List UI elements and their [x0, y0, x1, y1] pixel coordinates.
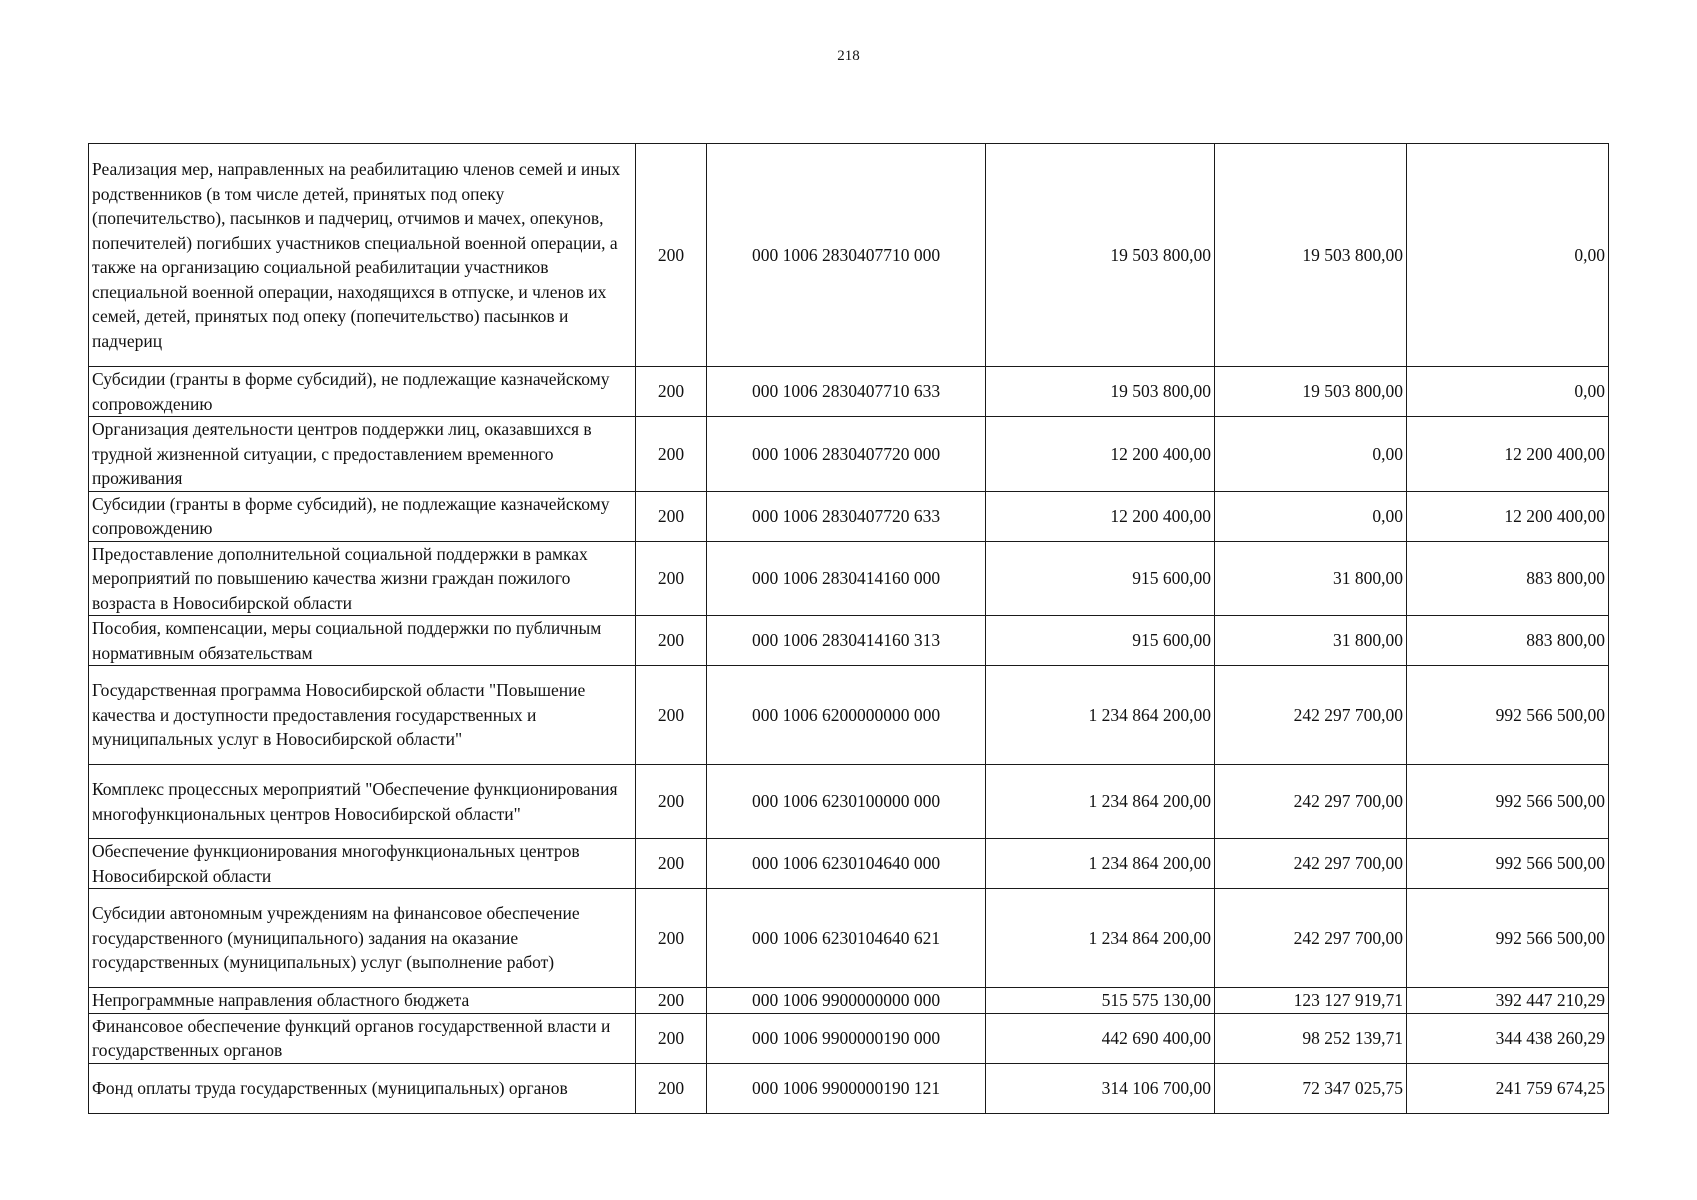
row-name-cell: Субсидии автономным учреждениям на финансовое обеспечение государственного (муниципального) задания на оказание государственных (муниципальных) услуг (выполнение работ)	[89, 889, 636, 988]
row-plan-amount-cell: 314 106 700,00	[986, 1063, 1215, 1113]
row-code-cell: 200	[636, 1063, 707, 1113]
row-kbk-cell: 000 1006 6230104640 621	[707, 889, 986, 988]
row-kbk-cell: 000 1006 2830407720 000	[707, 417, 986, 492]
row-plan-amount-cell: 515 575 130,00	[986, 988, 1215, 1014]
row-plan-amount-cell: 1 234 864 200,00	[986, 666, 1215, 765]
row-code-cell: 200	[636, 666, 707, 765]
row-rest-amount-cell: 883 800,00	[1407, 616, 1609, 666]
row-rest-amount-cell: 992 566 500,00	[1407, 839, 1609, 889]
row-fact-amount-cell: 98 252 139,71	[1215, 1013, 1407, 1063]
row-code-cell: 200	[636, 144, 707, 367]
row-name-cell: Субсидии (гранты в форме субсидий), не подлежащие казначейскому сопровождению	[89, 491, 636, 541]
table-row	[89, 367, 1609, 417]
row-kbk-cell: 000 1006 2830407720 633	[707, 491, 986, 541]
table-row	[89, 889, 1609, 988]
row-code-cell: 200	[636, 541, 707, 616]
row-fact-amount-cell: 19 503 800,00	[1215, 367, 1407, 417]
row-fact-amount-cell: 123 127 919,71	[1215, 988, 1407, 1014]
row-kbk-cell: 000 1006 2830407710 633	[707, 367, 986, 417]
row-name-cell: Предоставление дополнительной социальной поддержки в рамках мероприятий по повышению качества жизни граждан пожилого возраста в Новосибирской области	[89, 541, 636, 616]
row-plan-amount-cell: 1 234 864 200,00	[986, 839, 1215, 889]
table-row	[89, 541, 1609, 616]
row-fact-amount-cell: 0,00	[1215, 491, 1407, 541]
row-kbk-cell: 000 1006 6230104640 000	[707, 839, 986, 889]
row-plan-amount-cell: 12 200 400,00	[986, 491, 1215, 541]
row-fact-amount-cell: 31 800,00	[1215, 616, 1407, 666]
row-plan-amount-cell: 915 600,00	[986, 541, 1215, 616]
row-kbk-cell: 000 1006 2830407710 000	[707, 144, 986, 367]
row-code-cell: 200	[636, 367, 707, 417]
row-rest-amount-cell: 344 438 260,29	[1407, 1013, 1609, 1063]
budget-table	[88, 143, 1609, 1114]
row-kbk-cell: 000 1006 2830414160 000	[707, 541, 986, 616]
row-plan-amount-cell: 19 503 800,00	[986, 144, 1215, 367]
row-name-cell: Обеспечение функционирования многофункциональных центров Новосибирской области	[89, 839, 636, 889]
table-row	[89, 616, 1609, 666]
row-code-cell: 200	[636, 839, 707, 889]
row-kbk-cell: 000 1006 9900000000 000	[707, 988, 986, 1014]
row-name-cell: Государственная программа Новосибирской области "Повышение качества и доступности предоставления государственных и муниципальных услуг в Новосибирской области"	[89, 666, 636, 765]
budget-table-body	[89, 144, 1609, 1114]
row-plan-amount-cell: 1 234 864 200,00	[986, 889, 1215, 988]
row-fact-amount-cell: 19 503 800,00	[1215, 144, 1407, 367]
row-rest-amount-cell: 12 200 400,00	[1407, 491, 1609, 541]
row-kbk-cell: 000 1006 2830414160 313	[707, 616, 986, 666]
row-rest-amount-cell: 241 759 674,25	[1407, 1063, 1609, 1113]
row-kbk-cell: 000 1006 9900000190 000	[707, 1013, 986, 1063]
row-name-cell: Фонд оплаты труда государственных (муниципальных) органов	[89, 1063, 636, 1113]
row-code-cell: 200	[636, 889, 707, 988]
row-name-cell: Реализация мер, направленных на реабилитацию членов семей и иных родственников (в том числе детей, принятых под опеку (попечительство), пасынков и падчериц, отчимов и мачех, опекунов, попечителей) погибших участников специальной военной операции, а также на организацию социальной реабилитации участников специальной военной операции, находящихся в отпуске, и членов их семей, детей, принятых под опеку (попечительство) пасынков и падчериц	[89, 144, 636, 367]
row-name-cell: Субсидии (гранты в форме субсидий), не подлежащие казначейскому сопровождению	[89, 367, 636, 417]
row-fact-amount-cell: 31 800,00	[1215, 541, 1407, 616]
table-row	[89, 491, 1609, 541]
table-row	[89, 988, 1609, 1014]
row-rest-amount-cell: 883 800,00	[1407, 541, 1609, 616]
row-plan-amount-cell: 1 234 864 200,00	[986, 765, 1215, 839]
row-name-cell: Непрограммные направления областного бюджета	[89, 988, 636, 1014]
row-name-cell: Организация деятельности центров поддержки лиц, оказавшихся в трудной жизненной ситуации, с предоставлением временного проживания	[89, 417, 636, 492]
row-name-cell: Пособия, компенсации, меры социальной поддержки по публичным нормативным обязательствам	[89, 616, 636, 666]
row-kbk-cell: 000 1006 9900000190 121	[707, 1063, 986, 1113]
row-rest-amount-cell: 392 447 210,29	[1407, 988, 1609, 1014]
row-code-cell: 200	[636, 988, 707, 1014]
row-rest-amount-cell: 0,00	[1407, 367, 1609, 417]
table-row	[89, 144, 1609, 367]
row-plan-amount-cell: 442 690 400,00	[986, 1013, 1215, 1063]
row-rest-amount-cell: 992 566 500,00	[1407, 666, 1609, 765]
row-rest-amount-cell: 992 566 500,00	[1407, 889, 1609, 988]
table-row	[89, 839, 1609, 889]
table-row	[89, 666, 1609, 765]
table-row	[89, 765, 1609, 839]
row-plan-amount-cell: 19 503 800,00	[986, 367, 1215, 417]
row-name-cell: Финансовое обеспечение функций органов государственной власти и государственных органов	[89, 1013, 636, 1063]
row-kbk-cell: 000 1006 6200000000 000	[707, 666, 986, 765]
row-kbk-cell: 000 1006 6230100000 000	[707, 765, 986, 839]
row-rest-amount-cell: 12 200 400,00	[1407, 417, 1609, 492]
row-code-cell: 200	[636, 765, 707, 839]
table-row	[89, 1063, 1609, 1113]
table-row	[89, 417, 1609, 492]
table-row	[89, 1013, 1609, 1063]
row-rest-amount-cell: 0,00	[1407, 144, 1609, 367]
row-plan-amount-cell: 915 600,00	[986, 616, 1215, 666]
row-code-cell: 200	[636, 491, 707, 541]
row-fact-amount-cell: 242 297 700,00	[1215, 839, 1407, 889]
row-code-cell: 200	[636, 417, 707, 492]
row-plan-amount-cell: 12 200 400,00	[986, 417, 1215, 492]
row-fact-amount-cell: 242 297 700,00	[1215, 765, 1407, 839]
row-code-cell: 200	[636, 616, 707, 666]
row-fact-amount-cell: 242 297 700,00	[1215, 666, 1407, 765]
row-rest-amount-cell: 992 566 500,00	[1407, 765, 1609, 839]
row-fact-amount-cell: 242 297 700,00	[1215, 889, 1407, 988]
row-name-cell: Комплекс процессных мероприятий "Обеспечение функционирования многофункциональных центров Новосибирской области"	[89, 765, 636, 839]
page-number: 218	[837, 48, 860, 64]
row-code-cell: 200	[636, 1013, 707, 1063]
row-fact-amount-cell: 0,00	[1215, 417, 1407, 492]
row-fact-amount-cell: 72 347 025,75	[1215, 1063, 1407, 1113]
